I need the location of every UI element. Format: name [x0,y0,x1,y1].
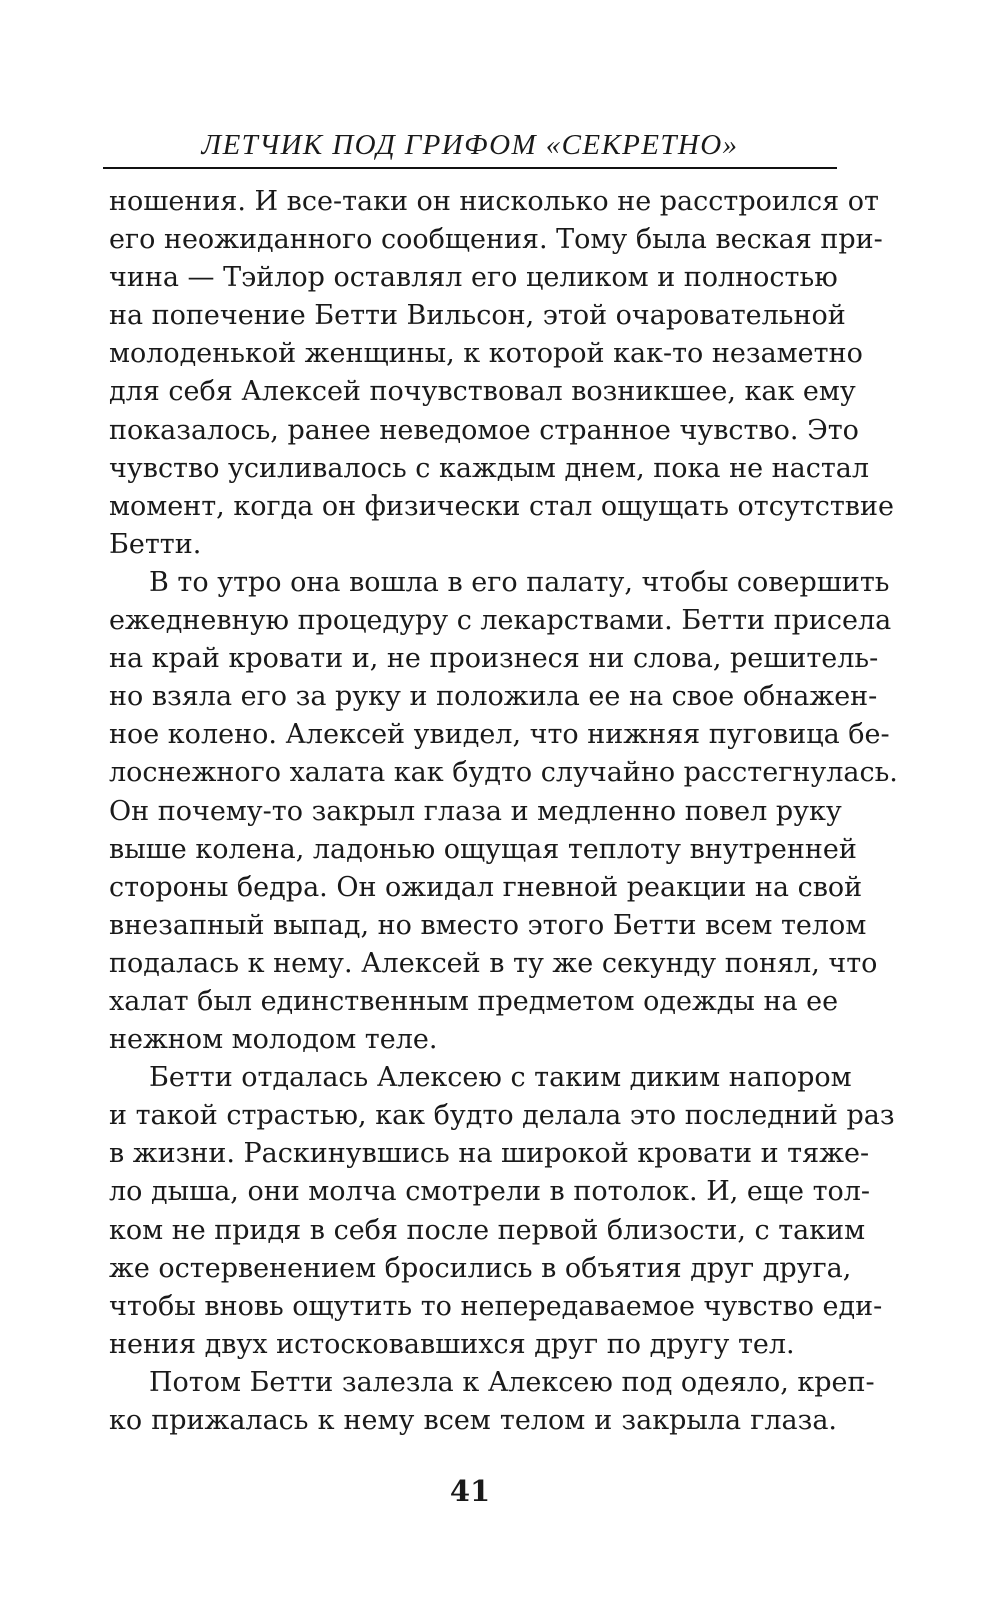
text-line: в жизни. Раскинувшись на широкой кровати и тяже- [109,1138,870,1170]
text-line: нения двух истосковавшихся друг по другу тел. [109,1328,795,1360]
text-line: показалось, ранее неведомое странное чувство. Это [109,414,859,446]
text-line: нежном молодом теле. [109,1024,438,1056]
text-line: лоснежного халата как будто случайно расстегнулась. [109,757,898,789]
text-line: ное колено. Алексей увидел, что нижняя пуговица бе- [109,719,890,751]
text-line: на попечение Бетти Вильсон, этой очаровательной [109,300,846,332]
text-line: ежедневную процедуру с лекарствами. Бетти присела [109,605,892,637]
text-line: его неожиданного сообщения. Тому была веская при- [109,224,883,256]
text-line: чина — Тэйлор оставлял его целиком и полностью [109,262,838,294]
text-line: на край кровати и, не произнеся ни слова, решитель- [109,643,879,675]
text-line: В то утро она вошла в его палату, чтобы совершить [149,566,890,598]
text-line: стороны бедра. Он ожидал гневной реакции на свой [109,871,863,903]
running-title: ЛЕТЧИК ПОД ГРИФОМ «СЕКРЕТНО» [201,129,739,161]
text-line: молоденькой женщины, к которой как-то незаметно [109,338,863,370]
text-line: Он почему-то закрыл глаза и медленно повел руку [109,795,842,827]
header-rule [103,167,837,169]
text-line: ношения. И все-таки он нисколько не расстроился от [109,186,879,217]
text-line: для себя Алексей почувствовал возникшее, как ему [109,376,856,408]
text-line: же остервенением бросились в объятия друг друга, [109,1252,852,1284]
text-line: внезапный выпад, но вместо этого Бетти всем телом [109,909,867,941]
text-line: халат был единственным предметом одежды на ее [109,985,839,1017]
text-line: чувство усиливалось с каждым днем, пока не настал [109,452,870,484]
text-line: момент, когда он физически стал ощущать отсутствие [109,490,894,522]
paragraph [109,183,894,564]
paragraph [109,1059,895,1364]
text-line: ком не придя в себя после первой близости, с таким [109,1214,866,1246]
paragraph [109,1364,875,1440]
paragraph [109,564,898,1059]
body-text [109,183,898,1440]
text-line: чтобы вновь ощутить то непередаваемое чувство еди- [109,1290,883,1322]
text-line: ко прижалась к нему всем телом и закрыла глаза. [109,1405,837,1436]
text-line: Бетти отдалась Алексею с таким диким напором [149,1062,852,1094]
text-line: и такой страстью, как будто делала это последний раз [109,1100,895,1132]
text-line: Бетти. [109,528,202,560]
text-line: Потом Бетти залезла к Алексею под одеяло, креп- [149,1366,875,1398]
text-line: выше колена, ладонью ощущая теплоту внутренней [109,833,857,865]
text-line: подалась к нему. Алексей в ту же секунду понял, что [109,947,878,979]
text-line: ло дыша, они молча смотрели в потолок. И, еще тол- [109,1176,871,1208]
text-line: но взяла его за руку и положила ее на свое обнажен- [109,681,878,713]
page-number: 41 [449,1474,491,1508]
